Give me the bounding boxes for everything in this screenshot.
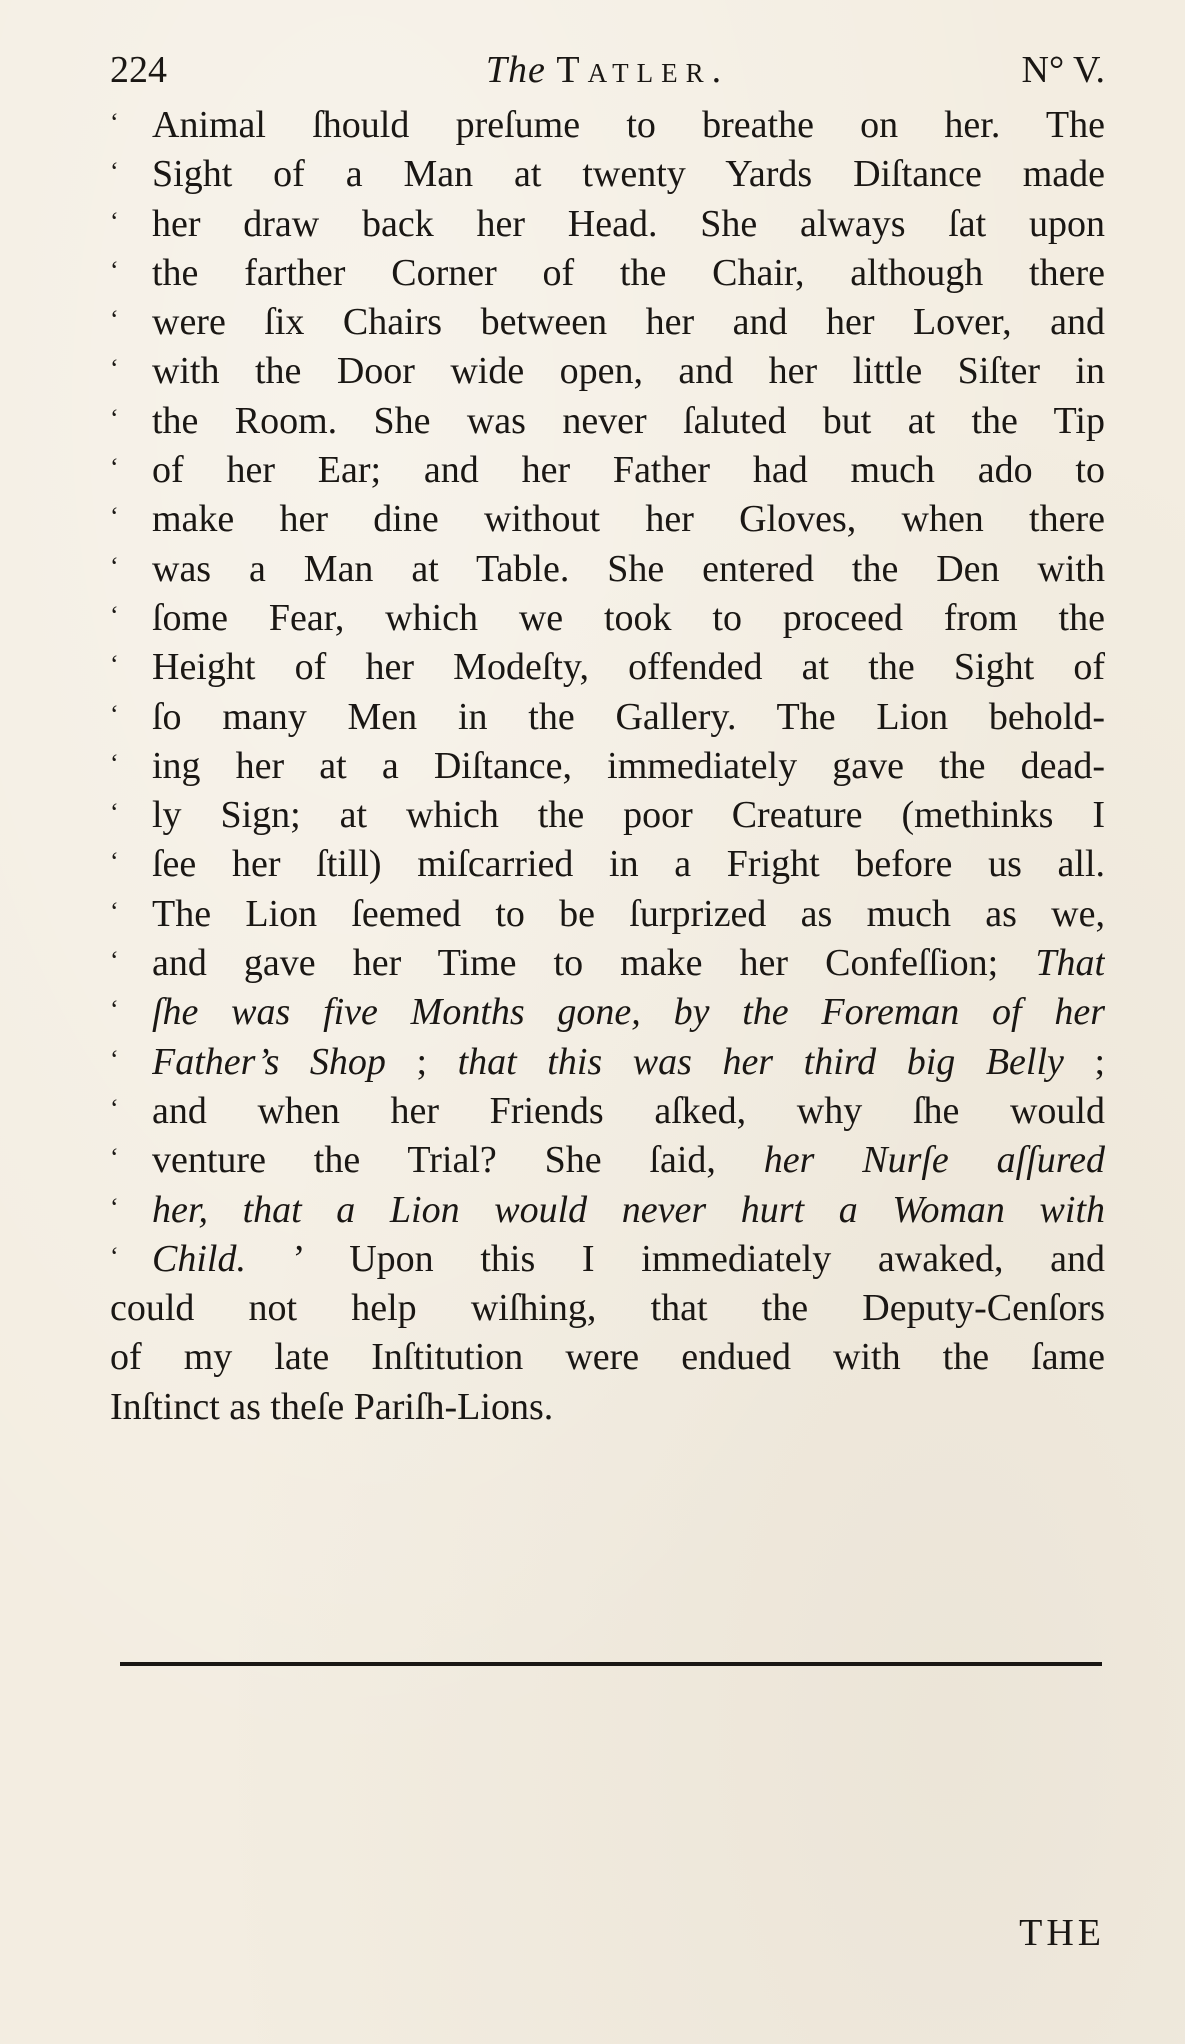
line-text bbox=[110, 1333, 1105, 1382]
roman-text: ’ Upon this I immediately awaked, and bbox=[292, 1237, 1105, 1280]
quote-mark: ‘ bbox=[110, 206, 119, 236]
roman-text: ; bbox=[1094, 1040, 1105, 1083]
quote-mark: ‘ bbox=[110, 896, 119, 926]
roman-text: ; bbox=[416, 1040, 428, 1083]
text-line bbox=[110, 1087, 1105, 1136]
text-line bbox=[110, 1333, 1105, 1382]
text-line bbox=[110, 150, 1105, 199]
quote-mark: ‘ bbox=[110, 1143, 119, 1173]
text-line bbox=[110, 791, 1105, 840]
roman-text: and gave her Time to make her Confeſſion; bbox=[152, 942, 999, 985]
text-line bbox=[110, 742, 1105, 791]
text-line bbox=[110, 101, 1105, 150]
line-text bbox=[152, 693, 1105, 742]
roman-text: with the Door wide open, and her little Siſter in bbox=[152, 350, 1105, 393]
text-line bbox=[110, 1235, 1105, 1284]
roman-text: ing her at a Diſtance, immediately gave the dead- bbox=[152, 744, 1105, 787]
text-line bbox=[110, 643, 1105, 692]
roman-text: was a Man at Table. She entered the Den with bbox=[152, 547, 1105, 590]
issue-number: N° V. bbox=[1021, 49, 1105, 91]
roman-text: The Lion ſeemed to be ſurprized as much as we, bbox=[152, 892, 1105, 935]
quote-mark: ‘ bbox=[110, 650, 119, 680]
text-line bbox=[110, 1038, 1105, 1087]
line-text bbox=[152, 1087, 1105, 1136]
roman-text: of my late Inſtitution were endued with the ſame bbox=[110, 1336, 1105, 1379]
roman-text: ly Sign; at which the poor Creature (methinks I bbox=[152, 794, 1105, 837]
roman-text: and when her Friends aſked, why ſhe would bbox=[152, 1089, 1105, 1132]
line-text bbox=[152, 643, 1105, 692]
text-line bbox=[110, 840, 1105, 889]
line-text bbox=[152, 495, 1105, 544]
line-text bbox=[152, 249, 1105, 298]
text-line bbox=[110, 1136, 1105, 1185]
quote-mark: ‘ bbox=[110, 255, 119, 285]
text-line bbox=[110, 347, 1105, 396]
quote-mark: ‘ bbox=[110, 1093, 119, 1123]
line-text bbox=[152, 988, 1105, 1037]
line-text bbox=[152, 101, 1105, 150]
italic-text: her Nurſe aſſured bbox=[763, 1139, 1105, 1182]
italic-text: Father’s Shop bbox=[152, 1040, 386, 1083]
running-title bbox=[110, 44, 1105, 96]
line-text bbox=[152, 1235, 1105, 1284]
line-text bbox=[152, 1136, 1105, 1185]
line-text bbox=[152, 200, 1105, 249]
line-text bbox=[110, 1284, 1105, 1333]
quote-mark: ‘ bbox=[110, 798, 119, 828]
roman-text: Inſtinct as theſe Pariſh-Lions. bbox=[110, 1385, 554, 1428]
roman-text: were ſix Chairs between her and her Lover, and bbox=[152, 301, 1105, 344]
text-line bbox=[110, 1284, 1105, 1333]
quote-mark: ‘ bbox=[110, 108, 119, 137]
roman-text: venture the Trial? She ſaid, bbox=[152, 1139, 716, 1182]
quote-mark: ‘ bbox=[110, 748, 119, 778]
quote-mark: ‘ bbox=[110, 995, 119, 1025]
line-text bbox=[152, 150, 1105, 199]
quote-mark: ‘ bbox=[110, 1044, 119, 1074]
roman-text: make her dine without her Gloves, when there bbox=[152, 498, 1105, 541]
line-text bbox=[152, 446, 1105, 495]
quote-mark: ‘ bbox=[110, 946, 119, 976]
italic-text: ſhe was five Months gone, bbox=[152, 991, 641, 1034]
quote-mark: ‘ bbox=[110, 1192, 119, 1222]
roman-text: ſo many Men in the Gallery. The Lion behold- bbox=[152, 695, 1105, 738]
quote-mark: ‘ bbox=[110, 157, 119, 187]
italic-text: by the Foreman of her bbox=[673, 991, 1105, 1034]
roman-text: Height of her Modeſty, offended at the Sight of bbox=[152, 646, 1105, 689]
text-line bbox=[110, 200, 1105, 249]
text-line bbox=[110, 545, 1105, 594]
quote-mark: ‘ bbox=[110, 847, 119, 877]
roman-text: her draw back her Head. She always ſat upon bbox=[152, 202, 1105, 245]
text-line bbox=[110, 1186, 1105, 1235]
quote-mark: ‘ bbox=[110, 699, 119, 729]
line-text bbox=[152, 298, 1105, 347]
roman-text: of her Ear; and her Father had much ado to bbox=[152, 449, 1105, 492]
italic-text: that a Lion would never hurt a Woman with bbox=[242, 1188, 1105, 1231]
italic-text: Child. bbox=[152, 1237, 246, 1280]
line-text bbox=[152, 594, 1105, 643]
page-number: 224 bbox=[110, 49, 167, 91]
roman-text: could not help wiſhing, that the Deputy-Cenſors bbox=[110, 1287, 1105, 1330]
text-line bbox=[110, 890, 1105, 939]
text-line bbox=[110, 594, 1105, 643]
section-rule bbox=[120, 1662, 1102, 1666]
quote-mark: ‘ bbox=[110, 502, 119, 532]
quote-mark: ‘ bbox=[110, 1241, 119, 1271]
text-line bbox=[110, 1383, 1105, 1432]
text-line bbox=[110, 495, 1105, 544]
running-head bbox=[110, 44, 1105, 96]
line-text bbox=[152, 397, 1105, 446]
text-line bbox=[110, 397, 1105, 446]
text-line bbox=[110, 693, 1105, 742]
roman-text: Animal ſhould preſume to breathe on her. The bbox=[152, 104, 1105, 146]
line-text bbox=[152, 1186, 1105, 1235]
body-text bbox=[110, 101, 1105, 1432]
quote-mark: ‘ bbox=[110, 354, 119, 384]
text-line bbox=[110, 939, 1105, 988]
line-text bbox=[152, 545, 1105, 594]
italic-text: her, bbox=[152, 1188, 208, 1231]
quote-mark: ‘ bbox=[110, 453, 119, 483]
line-text bbox=[152, 742, 1105, 791]
line-text bbox=[152, 791, 1105, 840]
roman-text: the Room. She was never ſaluted but at the Tip bbox=[152, 399, 1105, 442]
line-text bbox=[152, 890, 1105, 939]
text-line bbox=[110, 988, 1105, 1037]
text-line bbox=[110, 249, 1105, 298]
running-title-name: Tatler. bbox=[556, 49, 730, 91]
line-text bbox=[152, 347, 1105, 396]
roman-text: ſee her ſtill) miſcarried in a Fright before us all. bbox=[152, 843, 1105, 886]
roman-text: ſome Fear, which we took to proceed from the bbox=[152, 596, 1105, 639]
quote-mark: ‘ bbox=[110, 600, 119, 630]
text-line bbox=[110, 298, 1105, 347]
text-line bbox=[110, 446, 1105, 495]
catchword: THE bbox=[1019, 1912, 1105, 1954]
italic-text: That bbox=[1035, 942, 1105, 985]
line-text bbox=[152, 1038, 1105, 1087]
line-text bbox=[110, 1383, 1105, 1432]
quote-mark: ‘ bbox=[110, 305, 119, 335]
running-title-prefix: The bbox=[485, 49, 546, 91]
roman-text: Sight of a Man at twenty Yards Diſtance made bbox=[152, 153, 1105, 196]
roman-text: the farther Corner of the Chair, although there bbox=[152, 251, 1105, 294]
quote-mark: ‘ bbox=[110, 403, 119, 433]
line-text bbox=[152, 840, 1105, 889]
quote-mark: ‘ bbox=[110, 551, 119, 581]
italic-text: that this was her third big Belly bbox=[457, 1040, 1064, 1083]
line-text bbox=[152, 939, 1105, 988]
